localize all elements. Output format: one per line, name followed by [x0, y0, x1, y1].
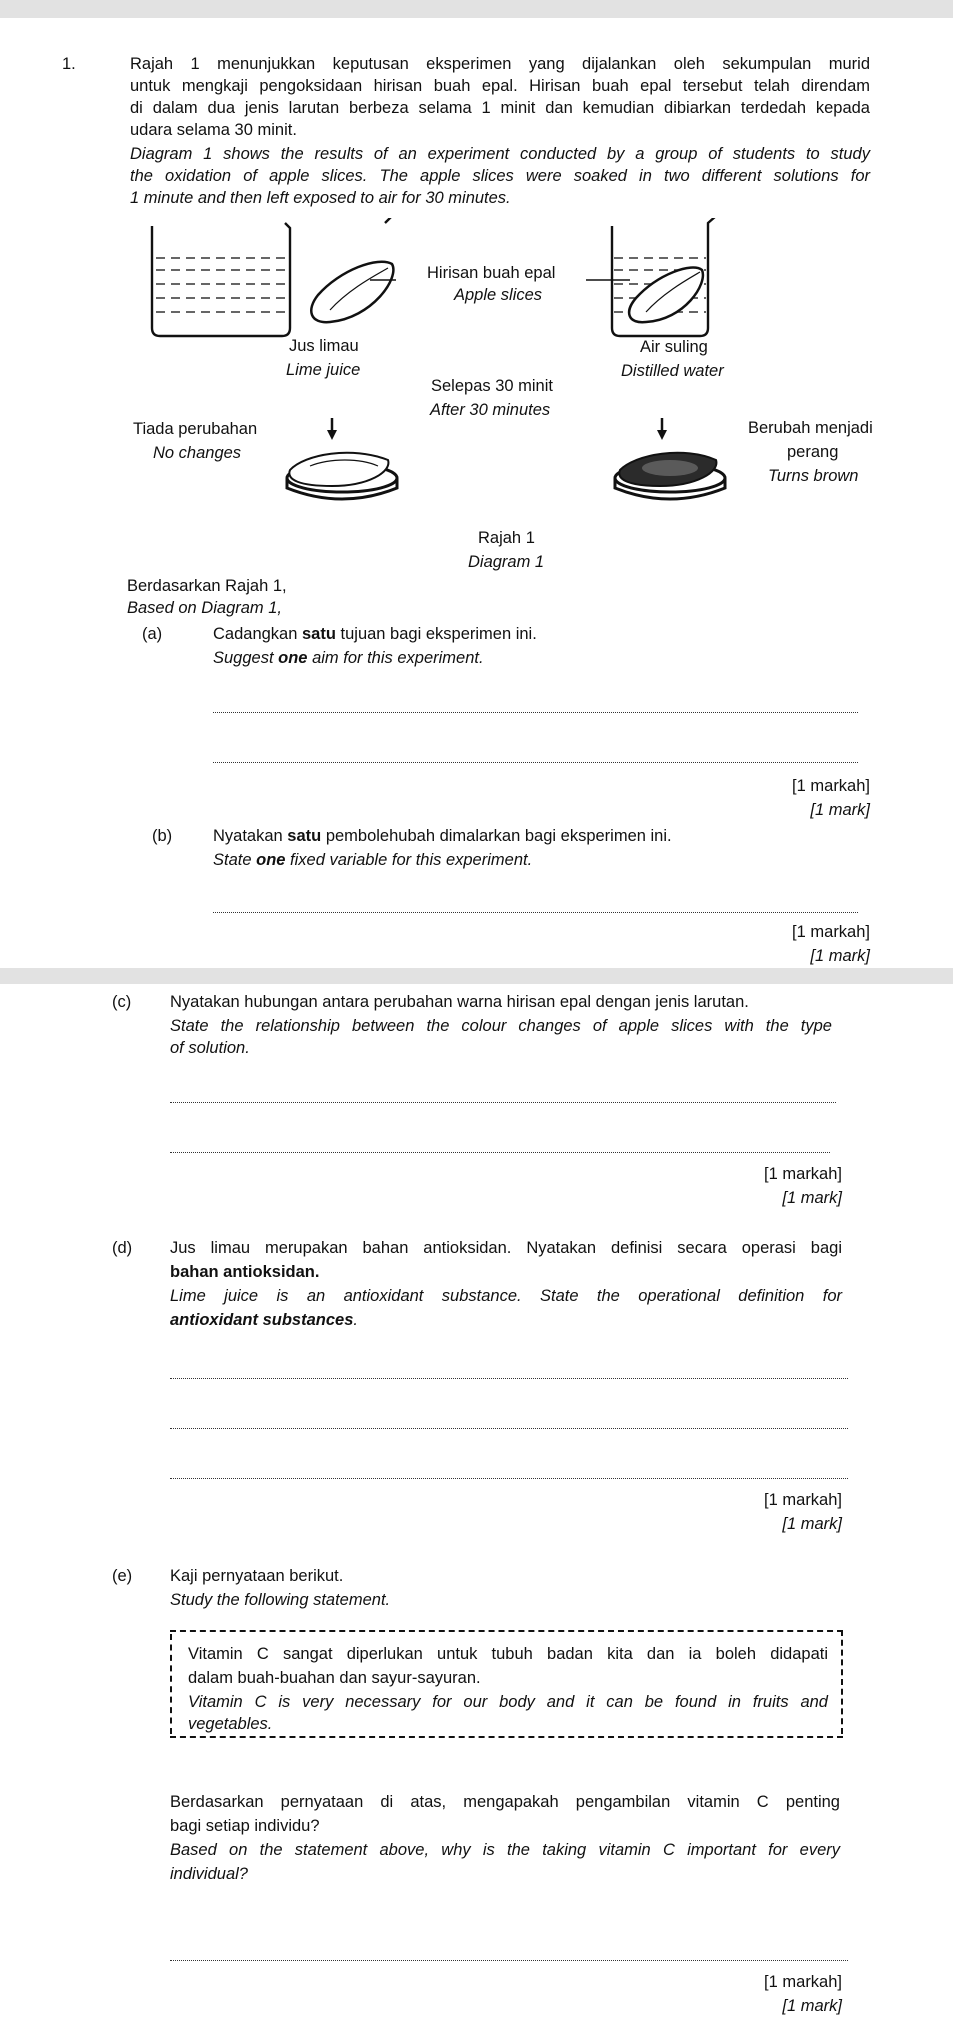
part-e-label: (e) — [112, 1567, 133, 1585]
part-a-answer-line-1[interactable] — [213, 712, 858, 713]
part-e-question-malay-line-2: bagi setiap individu? — [170, 1817, 320, 1835]
intro-malay-line-1: Rajah 1 menunjukkan keputusan eksperimen yang dijalankan oleh sekumpulan murid — [130, 55, 870, 73]
label-apple-slices-malay: Hirisan buah epal — [427, 264, 556, 282]
intro-malay-line-3: di dalam dua jenis larutan berbeza selama 1 minit dan kemudian dibiarkan terdedah kepada — [130, 99, 870, 117]
part-c-malay: Nyatakan hubungan antara perubahan warna hirisan epal dengan jenis larutan. — [170, 993, 749, 1011]
label-turns-brown-malay-1: Berubah menjadi — [748, 419, 873, 437]
part-c-mark-malay: [1 markah] — [764, 1165, 842, 1183]
down-arrow-right — [657, 418, 667, 440]
part-a-label: (a) — [142, 625, 163, 643]
diagram-caption-malay: Rajah 1 — [478, 529, 535, 547]
part-a-answer-line-2[interactable] — [213, 762, 858, 763]
part-b-label: (b) — [152, 827, 173, 845]
part-b-mark-malay: [1 markah] — [792, 923, 870, 941]
based-on-english: Based on Diagram 1, — [127, 599, 283, 617]
part-d-mark-english: [1 mark] — [782, 1515, 842, 1533]
part-c-english-line-1: State the relationship between the colour changes of apple slices with the type — [170, 1017, 832, 1035]
part-d-label: (d) — [112, 1239, 133, 1257]
label-after-30-min-english: After 30 minutes — [430, 401, 551, 419]
part-e-question-malay-line-1: Berdasarkan pernyataan di atas, mengapakah pengambilan vitamin C penting — [170, 1793, 840, 1811]
distilled-water-beaker — [612, 218, 716, 336]
intro-malay-line-4: udara selama 30 minit. — [130, 121, 297, 139]
statement-malay-line-1: Vitamin C sangat diperlukan untuk tubuh badan kita dan ia boleh didapati — [188, 1645, 828, 1663]
intro-malay-line-2: untuk mengkaji pengoksidaan hirisan buah epal. Hirisan buah epal tersebut telah direndam — [130, 77, 870, 95]
part-c-english-line-2: of solution. — [170, 1039, 250, 1057]
part-e-mark-english: [1 mark] — [782, 1997, 842, 2015]
part-c-answer-line-2[interactable] — [170, 1152, 830, 1153]
intro-english-line-2: the oxidation of apple slices. The apple slices were soaked in two different solutions for — [130, 167, 870, 185]
part-e-question-english-line-2: individual? — [170, 1865, 248, 1883]
part-e-answer-line-1[interactable] — [170, 1960, 848, 1961]
label-no-changes-malay: Tiada perubahan — [133, 420, 258, 438]
worksheet-page-1 — [0, 18, 953, 968]
intro-english-line-1: Diagram 1 shows the results of an experiment conducted by a group of students to study — [130, 145, 870, 163]
label-lime-juice-english: Lime juice — [286, 361, 361, 379]
part-a-mark-english: [1 mark] — [810, 801, 870, 819]
part-c-label: (c) — [112, 993, 132, 1011]
intro-english-line-3: 1 minute and then left exposed to air for 30 minutes. — [130, 189, 511, 207]
label-after-30-min-malay: Selepas 30 minit — [431, 377, 553, 395]
diagram-caption-english: Diagram 1 — [468, 553, 545, 571]
part-e-malay: Kaji pernyataan berikut. — [170, 1567, 344, 1585]
worksheet-page-2 — [0, 984, 953, 2030]
label-distilled-water-malay: Air suling — [640, 338, 708, 356]
label-distilled-water-english: Distilled water — [621, 362, 724, 380]
part-e-english: Study the following statement. — [170, 1591, 391, 1609]
label-turns-brown-english: Turns brown — [768, 467, 859, 485]
part-d-english-line-1: Lime juice is an antioxidant substance. State the operational definition for — [170, 1287, 842, 1305]
part-a-mark-malay: [1 markah] — [792, 777, 870, 795]
statement-malay-line-2: dalam buah-buahan dan sayur-sayuran. — [188, 1669, 481, 1687]
petri-dish-brown — [615, 453, 725, 499]
part-e-question-english-line-1: Based on the statement above, why is the taking vitamin C important for every — [170, 1841, 840, 1859]
question-number: 1. — [62, 55, 76, 73]
part-b-answer-line-1[interactable] — [213, 912, 858, 913]
part-d-answer-line-3[interactable] — [170, 1478, 848, 1479]
part-e-mark-malay: [1 markah] — [764, 1973, 842, 1991]
part-d-answer-line-2[interactable] — [170, 1428, 848, 1429]
part-a-english: Suggest one aim for this experiment. — [213, 649, 484, 667]
lime-juice-beaker — [152, 218, 393, 336]
part-d-english-line-2: antioxidant substances. — [170, 1311, 358, 1329]
based-on-malay: Berdasarkan Rajah 1, — [127, 577, 287, 595]
statement-english-line-2: vegetables. — [188, 1715, 273, 1733]
part-d-answer-line-1[interactable] — [170, 1378, 848, 1379]
part-b-mark-english: [1 mark] — [810, 947, 870, 965]
part-d-malay-line-1: Jus limau merupakan bahan antioksidan. Nyatakan definisi secara operasi bagi — [170, 1239, 842, 1257]
label-turns-brown-malay-2: perang — [787, 443, 839, 461]
part-c-answer-line-1[interactable] — [170, 1102, 836, 1103]
petri-dish-no-change — [287, 453, 397, 499]
down-arrow-left — [327, 418, 337, 440]
part-b-malay: Nyatakan satu pembolehubah dimalarkan bagi eksperimen ini. — [213, 827, 672, 845]
part-d-mark-malay: [1 markah] — [764, 1491, 842, 1509]
part-b-english: State one fixed variable for this experiment. — [213, 851, 533, 869]
part-a-malay: Cadangkan satu tujuan bagi eksperimen ini. — [213, 625, 537, 643]
part-c-mark-english: [1 mark] — [782, 1189, 842, 1207]
part-d-malay-line-2: bahan antioksidan. — [170, 1263, 320, 1281]
statement-english-line-1: Vitamin C is very necessary for our body and it can be found in fruits and — [188, 1693, 828, 1711]
label-lime-juice-malay: Jus limau — [289, 337, 359, 355]
label-no-changes-english: No changes — [153, 444, 242, 462]
label-apple-slices-english: Apple slices — [454, 286, 543, 304]
